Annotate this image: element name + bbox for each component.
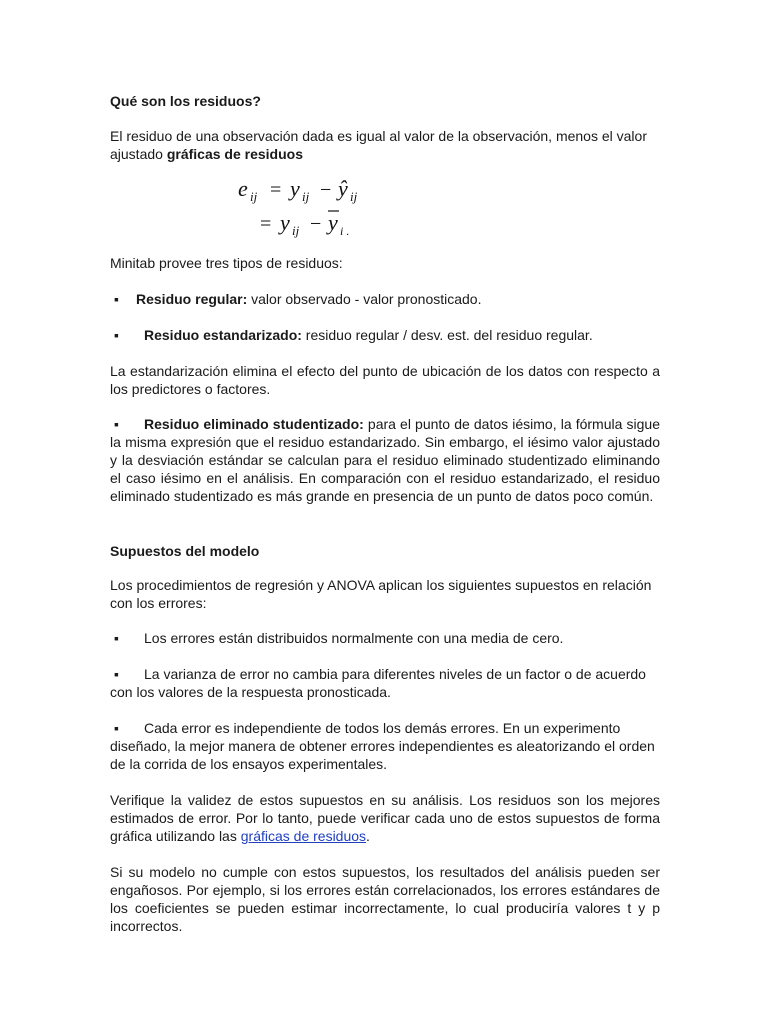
formula-yhat: ŷ <box>338 176 348 201</box>
formula-ybar: y <box>328 210 338 235</box>
bullet-mark: ▪ <box>114 327 119 343</box>
final-paragraph: Si su modelo no cumple con estos supuestos, los resultados del análisis pueden ser engañosos. Por ejemplo, si los errores están correlacionados, los errores estándares de los coeficientes se pueden estimar incorrectamente, lo cual produciría valores t y p incorrectos. <box>110 864 660 934</box>
assumption-text: Cada error es independiente de todos los demás errores. En un experimento diseñado, la mejor manera de obtener errores independientes es aleatorizando el orden de la corrida de los ensayos experimentales. <box>110 720 655 772</box>
intro-paragraph <box>110 127 660 163</box>
bullet-mark: ▪ <box>114 666 119 682</box>
assumption-text: Los errores están distribuidos normalmente con una media de cero. <box>144 630 564 646</box>
bullet-residuo-regular <box>110 290 660 308</box>
assumption-item <box>110 629 660 647</box>
standardization-paragraph: La estandarización elimina el efecto del punto de ubicación de los datos con respecto a los predictores o factores. <box>110 363 660 397</box>
types-intro: Minitab provee tres tipos de residuos: <box>110 255 343 271</box>
residual-formula <box>236 176 456 240</box>
bullet-mark: ▪ <box>114 291 119 307</box>
bullet-mark: ▪ <box>114 416 119 432</box>
section-title-residuos: Qué son los residuos? <box>110 93 261 109</box>
verify-text: Verifique la validez de estos supuestos en su análisis. Los residuos son los mejores estimados de error. Por lo tanto, puede verificar cada uno de estos supuestos de forma gráfica utilizando las <box>110 792 660 844</box>
formula-yhat-sub: ij <box>350 189 358 204</box>
residual-plots-link[interactable]: gráficas de residuos <box>240 828 367 844</box>
verify-paragraph <box>110 791 660 845</box>
studentized-bold: Residuo eliminado studentizado: <box>144 416 364 432</box>
bullet-bold: Residuo estandarizado: <box>144 327 302 343</box>
bullet-residuo-estandarizado <box>110 326 660 344</box>
formula-y2: y <box>280 210 290 235</box>
intro-bold: gráficas de residuos <box>166 146 303 162</box>
formula-e-sub: ij <box>250 189 258 204</box>
bullet-text: valor observado - valor pronosticado. <box>247 291 482 307</box>
bullet-text: residuo regular / desv. est. del residuo regular. <box>301 327 593 343</box>
bullet-bold: Residuo regular: <box>136 291 248 307</box>
intro-text: El residuo de una observación dada es igual al valor de la observación, menos el valor ajustado <box>110 128 647 162</box>
studentized-paragraph <box>110 415 660 505</box>
assumption-item <box>110 665 660 701</box>
bullet-mark: ▪ <box>114 630 119 646</box>
assumption-item <box>110 719 660 773</box>
formula-e: e <box>238 176 248 201</box>
formula-minus2: − <box>310 213 322 235</box>
studentized-text: para el punto de datos iésimo, la fórmula sigue la misma expresión que el residuo estandarizado. Sin embargo, el iésimo valor ajustado y la desviación estándar se calculan para el residuo eliminado studentizado eliminando el caso iésimo en el análisis. En comparación con el residuo estandarizado, el residuo eliminado studentizado es más grande en presencia de un punto de datos poco común. <box>110 416 660 504</box>
verify-end: . <box>366 828 370 844</box>
formula-eq1: = <box>270 179 282 201</box>
formula-y2-sub: ij <box>292 223 300 238</box>
formula-svg <box>236 176 456 240</box>
model-intro: Los procedimientos de regresión y ANOVA aplican los siguientes supuestos en relación con los errores: <box>110 577 652 611</box>
formula-y1-sub: ij <box>302 189 310 204</box>
formula-eq2: = <box>260 213 272 235</box>
bullet-mark: ▪ <box>114 720 119 736</box>
formula-ybar-sub: i . <box>340 224 350 238</box>
formula-minus1: − <box>320 179 332 201</box>
section-title-supuestos: Supuestos del modelo <box>110 543 260 559</box>
assumption-text: La varianza de error no cambia para diferentes niveles de un factor o de acuerdo con los valores de la respuesta pronosticada. <box>110 666 646 700</box>
formula-y1: y <box>290 176 300 201</box>
